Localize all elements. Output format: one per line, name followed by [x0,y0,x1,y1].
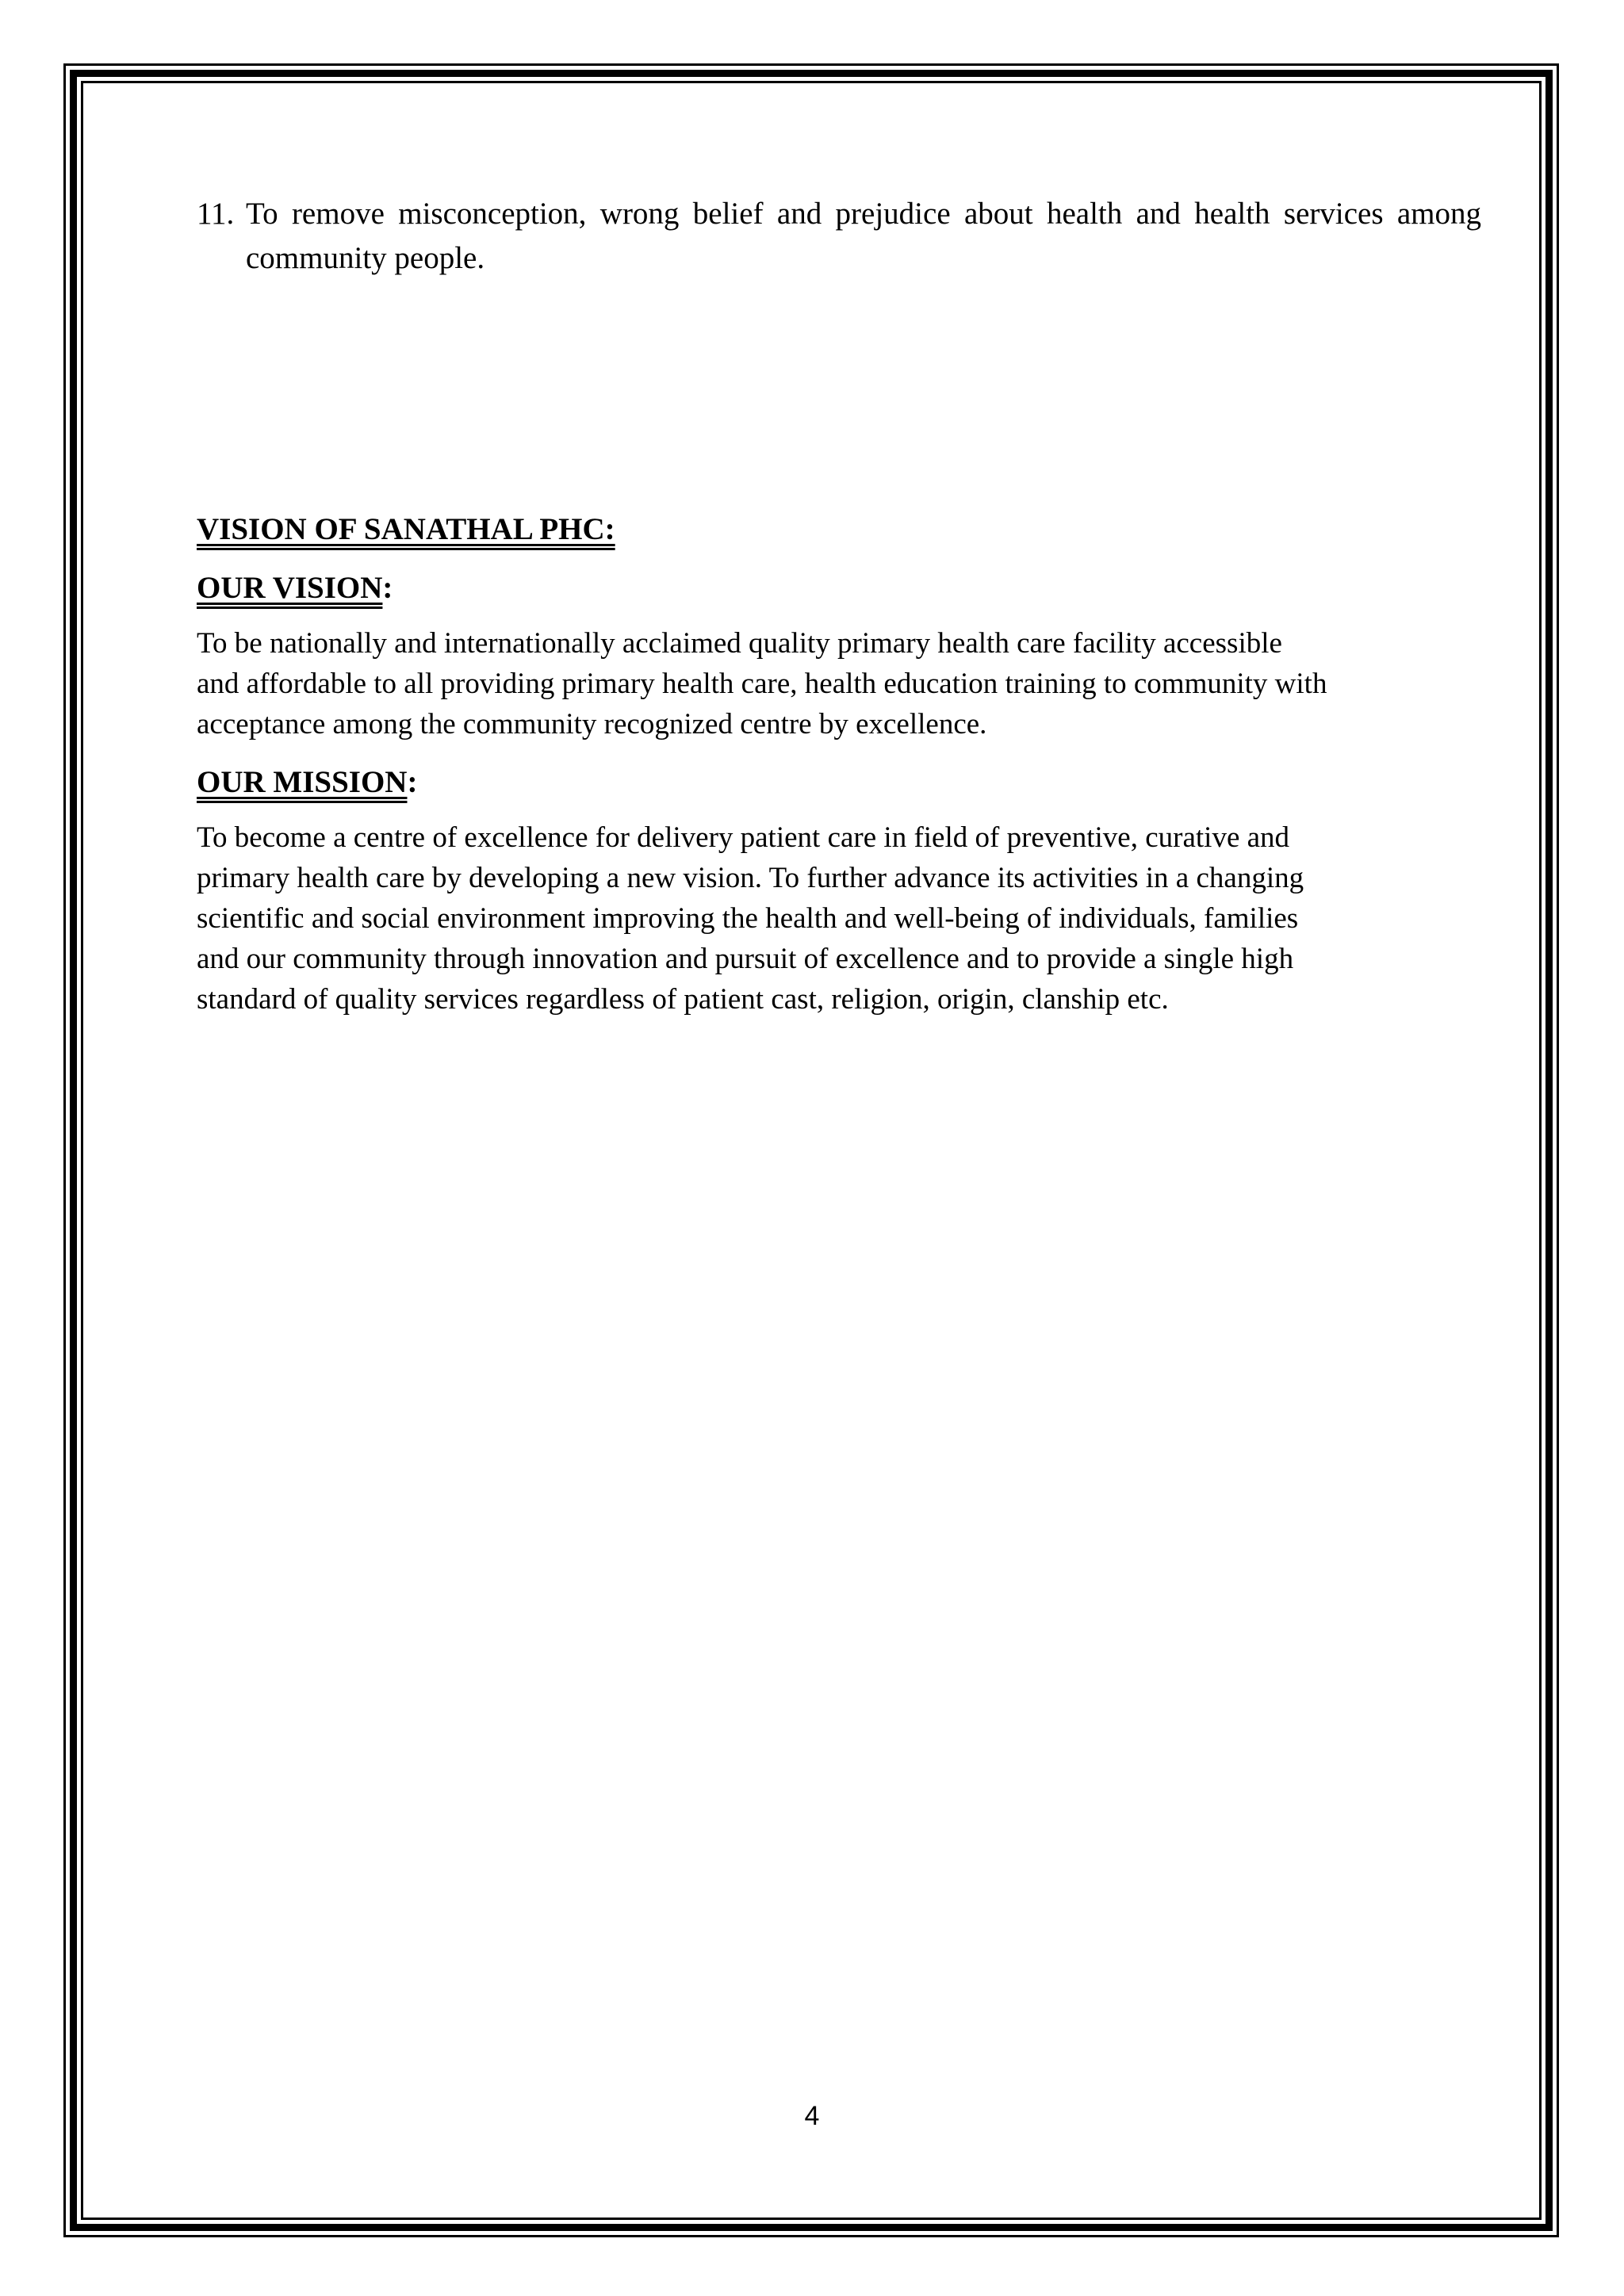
list-item-number: 11. [197,197,235,231]
our-vision-heading-text: OUR VISION [197,571,383,605]
our-mission-heading-text: OUR MISSION [197,765,408,799]
list-item-11 [197,192,1481,281]
our-mission-heading [197,762,1481,803]
our-mission-colon: : [407,765,418,799]
our-vision-colon: : [382,571,393,605]
section-heading-vision-of-phc [197,509,1481,550]
section-heading-text: VISION OF SANATHAL PHC: [197,512,615,546]
list-item-text: To remove misconception, wrong belief and prejudice about health and health services among community people. [246,197,1481,275]
our-vision-heading [197,568,1481,609]
page-number: 4 [804,2101,820,2131]
our-mission-paragraph: To become a centre of excellence for delivery patient care in field of preventive, curative and primary health care by developing a new vision. To further advance its activities in a changing scientific and social environment improving the health and well-being of individuals, families and our community through innovation and pursuit of excellence and to provide a single high standard of quality services regardless of patient cast, religion, origin, clanship etc. [197,821,1304,1016]
page-content [197,192,1481,1020]
our-vision-paragraph: To be nationally and internationally acclaimed quality primary health care facility accessible and affordable to all providing primary health care, health education training to community with acceptance among the community recognized centre by excellence. [197,627,1327,740]
